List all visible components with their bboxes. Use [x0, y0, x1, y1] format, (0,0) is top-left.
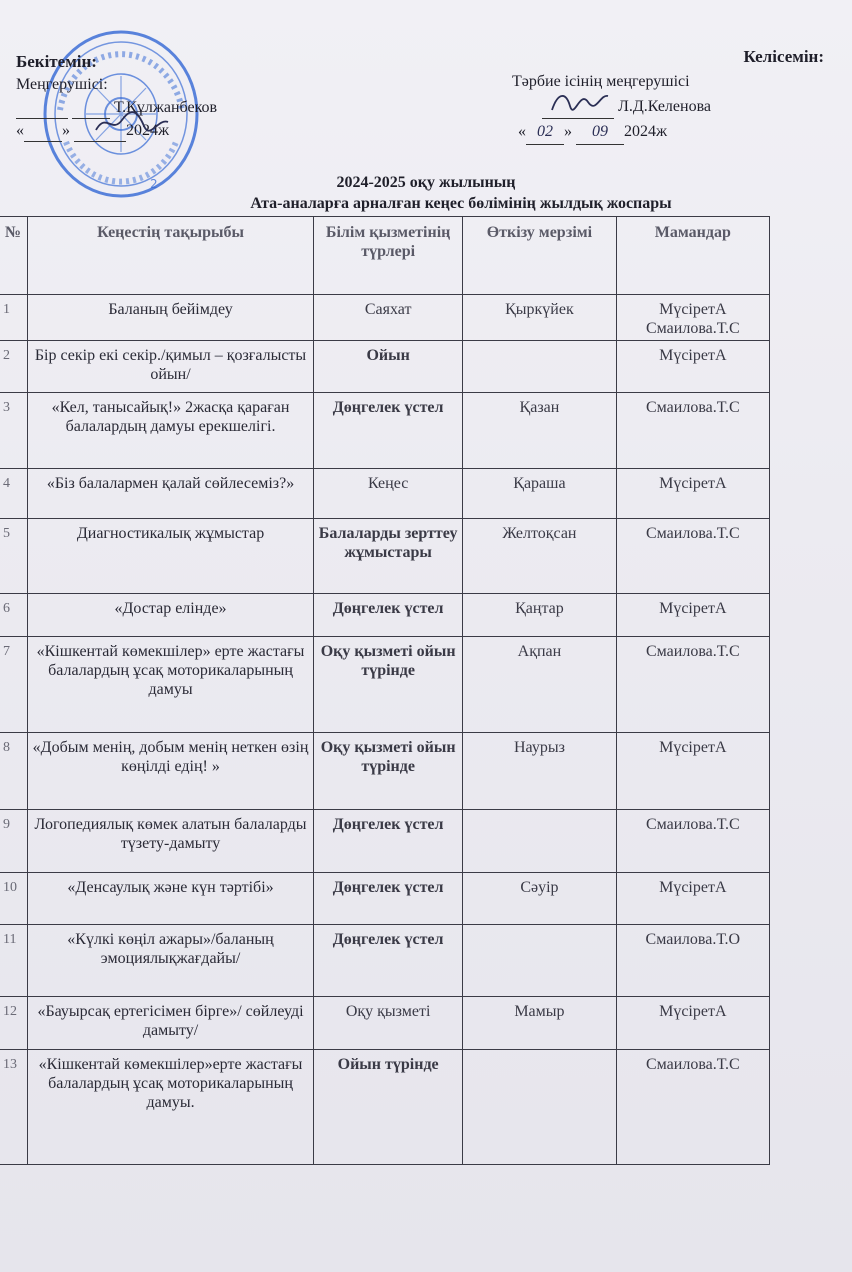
row-number: 3 — [0, 393, 28, 469]
row-date: Сәуір — [463, 873, 616, 925]
row-topic: Логопедиялық көмек алатын балаларды түзету-дамыту — [28, 810, 314, 873]
date-close-quote: » — [564, 123, 572, 140]
agreement-title: Келісемін: — [743, 47, 824, 66]
date-day-line — [24, 127, 62, 142]
table-header-row — [0, 217, 770, 295]
row-specialists: МүсіретА — [616, 469, 769, 519]
plan-table — [0, 216, 770, 1165]
table-row — [0, 637, 770, 733]
row-date: Қазан — [463, 393, 616, 469]
svg-text:2: 2 — [150, 177, 158, 191]
table-row — [0, 295, 770, 341]
row-activity-type: Дөңгелек үстел — [314, 873, 463, 925]
table-row — [0, 1050, 770, 1165]
agreement-day: 02 — [526, 119, 564, 145]
agreement-year: 2024ж — [624, 123, 668, 140]
agreer-name: Л.Д.Келенова — [618, 98, 712, 115]
row-number: 1 — [0, 295, 28, 341]
row-topic: «Добым менің, добым менің неткен өзің көңілді едің! » — [28, 733, 314, 810]
row-specialists: Смаилова.Т.С — [616, 519, 769, 594]
row-specialists: Смаилова.Т.С — [616, 1050, 769, 1165]
table-row — [0, 519, 770, 594]
row-specialists: МүсіретА — [616, 341, 769, 393]
row-specialists: Смаилова.Т.С — [616, 810, 769, 873]
row-specialists: МүсіретА — [616, 997, 769, 1050]
row-activity-type: Оқу қызметі ойын түрінде — [314, 637, 463, 733]
row-specialists: Смаилова.Т.С — [616, 637, 769, 733]
row-date — [463, 341, 616, 393]
row-number: 4 — [0, 469, 28, 519]
row-specialists: МүсіретА — [616, 733, 769, 810]
row-activity-type: Кеңес — [314, 469, 463, 519]
row-specialists: МүсіретА — [616, 594, 769, 637]
approver-signature — [92, 108, 172, 138]
row-activity-type: Оқу қызметі — [314, 997, 463, 1050]
agreer-signature — [548, 86, 612, 116]
row-activity-type: Дөңгелек үстел — [314, 594, 463, 637]
row-topic: «Бауырсақ ертегісімен бірге»/ сөйлеуді дамыту/ — [28, 997, 314, 1050]
row-date: Мамыр — [463, 997, 616, 1050]
approval-role: Меңгерушісі: — [16, 76, 108, 93]
table-row — [0, 873, 770, 925]
row-topic: Диагностикалық жұмыстар — [28, 519, 314, 594]
table-row — [0, 341, 770, 393]
agreement-date-row — [512, 119, 842, 145]
approval-title: Бекітемін: — [16, 52, 97, 71]
row-number: 5 — [0, 519, 28, 594]
date-open-quote: « — [518, 123, 526, 140]
table-row — [0, 733, 770, 810]
table-row — [0, 594, 770, 637]
header-number: № — [0, 217, 28, 295]
table-row — [0, 997, 770, 1050]
row-topic: Бір секір екі секір./қимыл – қозғалысты ойын/ — [28, 341, 314, 393]
row-number: 8 — [0, 733, 28, 810]
signature-line — [16, 104, 68, 119]
agreement-month: 09 — [576, 119, 624, 145]
row-specialists: МүсіретА — [616, 873, 769, 925]
row-date: Желтоқсан — [463, 519, 616, 594]
row-number: 10 — [0, 873, 28, 925]
row-date: Қараша — [463, 469, 616, 519]
row-number: 7 — [0, 637, 28, 733]
row-specialists: Смаилова.Т.О — [616, 925, 769, 997]
header-specialists: Мамандар — [616, 217, 769, 295]
row-activity-type: Ойын түрінде — [314, 1050, 463, 1165]
row-activity-type: Дөңгелек үстел — [314, 925, 463, 997]
document-title-line1: 2024-2025 оқу жылының — [336, 174, 516, 191]
approver-name: Т.Құлжанбеков — [114, 99, 218, 116]
row-number: 6 — [0, 594, 28, 637]
row-topic: «Достар елінде» — [28, 594, 314, 637]
row-activity-type: Оқу қызметі ойын түрінде — [314, 733, 463, 810]
row-date: Қаңтар — [463, 594, 616, 637]
row-number: 12 — [0, 997, 28, 1050]
header-date: Өткізу мерзімі — [463, 217, 616, 295]
table-row — [0, 469, 770, 519]
row-number: 2 — [0, 341, 28, 393]
date-open-quote: « — [16, 122, 24, 139]
row-topic: «Кішкентай көмекшілер»ерте жастағы балалардың ұсақ моторикаларының дамуы. — [28, 1050, 314, 1165]
row-number: 13 — [0, 1050, 28, 1165]
document-title-line2: Ата-аналарға арналған кеңес бөлімінің жылдық жоспары — [250, 195, 672, 212]
row-specialists: Смаилова.Т.С — [616, 393, 769, 469]
row-date: Наурыз — [463, 733, 616, 810]
table-row — [0, 925, 770, 997]
header-topic: Кеңестің тақырыбы — [28, 217, 314, 295]
date-close-quote: » — [62, 122, 70, 139]
table-row — [0, 810, 770, 873]
approval-year: 2024ж — [126, 122, 170, 139]
table-row — [0, 393, 770, 469]
row-topic: «Кел, танысайық!» 2жасқа қараған балалардың дамуы ерекшелігі. — [28, 393, 314, 469]
row-date — [463, 810, 616, 873]
row-activity-type: Дөңгелек үстел — [314, 810, 463, 873]
row-topic: «Біз балалармен қалай сөйлесеміз?» — [28, 469, 314, 519]
row-activity-type: Саяхат — [314, 295, 463, 341]
row-topic: «Күлкі көңіл ажары»/баланың эмоциялықжағдайы/ — [28, 925, 314, 997]
row-activity-type: Ойын — [314, 341, 463, 393]
row-topic: «Кішкентай көмекшілер» ерте жастағы балалардың ұсақ моторикаларының дамуы — [28, 637, 314, 733]
row-number: 9 — [0, 810, 28, 873]
row-date: Қыркүйек — [463, 295, 616, 341]
agreement-role: Тәрбие ісінің меңгерушісі — [512, 73, 690, 90]
row-number: 11 — [0, 925, 28, 997]
row-activity-type: Балаларды зерттеу жұмыстары — [314, 519, 463, 594]
row-date: Ақпан — [463, 637, 616, 733]
row-topic: Баланың бейімдеу — [28, 295, 314, 341]
row-topic: «Денсаулық және күн тәртібі» — [28, 873, 314, 925]
row-activity-type: Дөңгелек үстел — [314, 393, 463, 469]
header-activity-type: Білім қызметінің түрлері — [314, 217, 463, 295]
row-specialists: МүсіретА Смаилова.Т.С — [616, 295, 769, 341]
row-date — [463, 925, 616, 997]
row-date — [463, 1050, 616, 1165]
